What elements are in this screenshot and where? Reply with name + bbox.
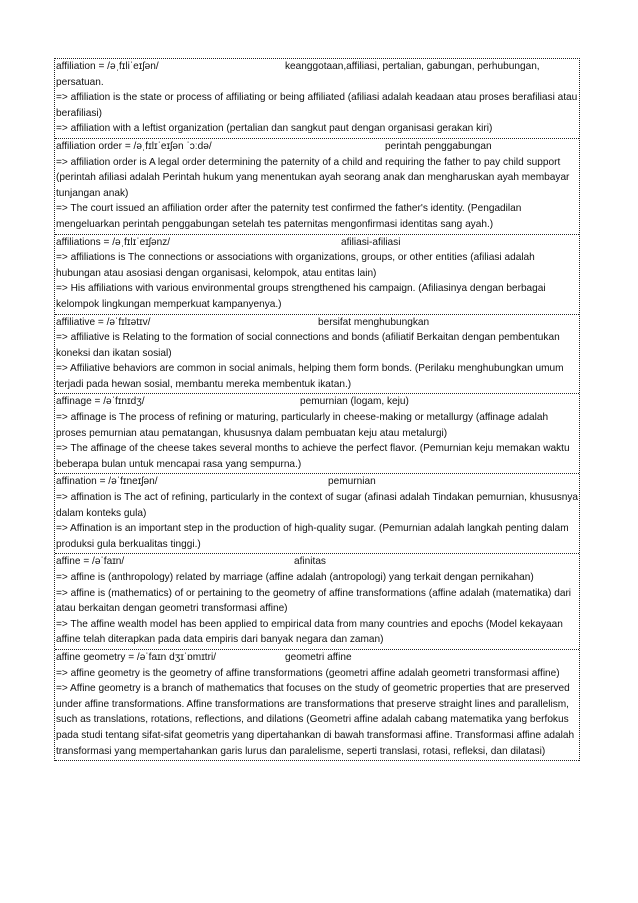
entry-definition: => affination is The act of refining, particularly in the context of sugar (afinasi adalah Tindakan pemurnian, khususnya dalam konteks gula) xyxy=(56,492,579,519)
entry-example: => Affine geometry is a branch of mathematics that focuses on the study of geometric properties that are preserved under affine transformations. Affine transformations are transformations that preserve straight lines and parallelism, such as translations, rotations, reflections, and dilations (Geometri affine adalah cabang matematika yang berfokus pada studi tentang sifat-sifat geometris yang dipertahankan di bawah transformasi affine. Transformasi affine adalah transformasi yang mempertahankan garis lurus dan paralelisme, seperti translasi, rotasi, refleksi, dan dilatasi) xyxy=(56,683,575,757)
entry-term: affiliations = /əˌfɪlɪˈeɪʃənz/ xyxy=(56,236,171,248)
entry-definition: => affiliation order is A legal order determining the paternity of a child and requiring the father to pay child support (perintah afiliasi adalah Perintah hukum yang menentukan ayah seorang anak dan mengharuskan ayah membayar tunjangan anak) xyxy=(56,156,570,199)
entry-example: => The affinage of the cheese takes several months to achieve the perfect flavor. (Pemurnian keju memakan waktu beberapa bulan untuk mencapai rasa yang sempurna.) xyxy=(56,443,570,470)
entry-term: affinage = /əˈfɪnɪdʒ/ xyxy=(56,396,145,408)
entry-term: affiliation = /əˌfɪliˈeɪʃən/ xyxy=(56,61,159,72)
dictionary-document xyxy=(54,58,580,761)
entry-example: => Affiliative behaviors are common in social animals, helping them form bonds. (Perilaku menghubungkan umum terjadi pada hewan sosial, membantu mereka membentuk ikatan.) xyxy=(56,363,564,390)
entry-headline xyxy=(56,235,578,251)
entry-term: affiliative = /əˈfɪlɪətɪv/ xyxy=(56,316,151,328)
entry-translation: pemurnian xyxy=(328,476,376,488)
entry-definition: => affiliation is the state or process of affiliating or being affiliated (afiliasi adalah keadaan atau proses berafiliasi atau berafiliasi) xyxy=(56,92,578,119)
dictionary-entry xyxy=(55,59,579,139)
entry-term: affination = /əˈfɪneɪʃən/ xyxy=(56,476,158,488)
entry-definition: => affiliations is The connections or associations with organizations, groups, or other entities (afiliasi adalah hubungan atau asosiasi dengan organisasi, kelompok, atau entitas lain) xyxy=(56,252,535,279)
dictionary-entry xyxy=(55,554,579,650)
entry-definition: => affiliative is Relating to the formation of social connections and bonds (afiliatif Berkaitan dengan pembentukan koneksi dan ikatan sosial) xyxy=(56,332,560,359)
entry-definition: => affine geometry is the geometry of affine transformations (geometri affine adalah geometri transformasi affine) xyxy=(56,667,560,679)
entry-translation: afinitas xyxy=(294,556,326,568)
entry-term: affiliation order = /əˌfɪlɪˈeɪʃən ˈɔːdə/ xyxy=(56,140,212,152)
dictionary-entry xyxy=(55,235,579,315)
entry-example: => affiliation with a leftist organization (pertalian dan sangkut paut dengan organisasi gerakan kiri) xyxy=(56,123,493,135)
entry-definition: => affine is (anthropology) related by marriage (affine adalah (antropologi) yang terkait dengan pernikahan) xyxy=(56,572,534,583)
entry-headline xyxy=(56,139,578,155)
entry-term: affine = /əˈfaɪn/ xyxy=(56,556,125,568)
entry-translation-continued: persatuan. xyxy=(56,76,104,88)
entry-translation: pemurnian (logam, keju) xyxy=(300,396,409,408)
entry-example: => Affination is an important step in the production of high-quality sugar. (Pemurnian adalah langkah penting dalam produksi gula berkualitas tinggi.) xyxy=(56,523,569,550)
entry-headline xyxy=(56,554,578,570)
dictionary-entry xyxy=(55,474,579,554)
entry-headline xyxy=(56,650,578,666)
entry-example: => His affiliations with various environmental groups strengthened his campaign. (Afiliasinya dengan berbagai kelompok lingkungan memperkuat kampanyenya.) xyxy=(56,283,546,310)
entry-headline xyxy=(56,315,578,331)
dictionary-entry xyxy=(55,650,579,761)
entry-headline xyxy=(56,59,578,75)
entry-example: => The affine wealth model has been applied to empirical data from many countries and epochs (Model kekayaan affine telah diterapkan pada data empiris dari banyak negara dan zaman) xyxy=(56,618,563,646)
dictionary-entry xyxy=(55,139,579,235)
entry-example: => The court issued an affiliation order after the paternity test confirmed the father's identity. (Pengadilan mengeluarkan perintah penggabungan setelah tes paternitas mengonfirmasi identitas sang ayah.) xyxy=(56,203,522,230)
entry-term: affine geometry = /əˈfaɪn dʒɪˈɒmɪtri/ xyxy=(56,651,216,663)
entry-headline xyxy=(56,394,578,410)
entry-definition-2: => affine is (mathematics) of or pertaining to the geometry of affine transformations (affine adalah (matematika) dari atau berkaitan dengan geometri transformasi affine) xyxy=(56,587,572,615)
entry-translation: perintah penggabungan xyxy=(385,140,492,152)
entry-translation: geometri affine xyxy=(285,651,352,663)
dictionary-entry xyxy=(55,315,579,395)
entry-definition: => affinage is The process of refining or maturing, particularly in cheese-making or metallurgy (affinage adalah proses pemurnian atau pematangan, khususnya dalam pembuatan keju atau metalurgi) xyxy=(56,412,549,439)
entry-translation: bersifat menghubungkan xyxy=(318,316,430,328)
entry-translation: keanggotaan,affiliasi, pertalian, gabungan, perhubungan, xyxy=(285,61,540,72)
entry-translation: afiliasi-afiliasi xyxy=(341,236,401,248)
entry-headline xyxy=(56,474,578,490)
dictionary-entry xyxy=(55,394,579,474)
